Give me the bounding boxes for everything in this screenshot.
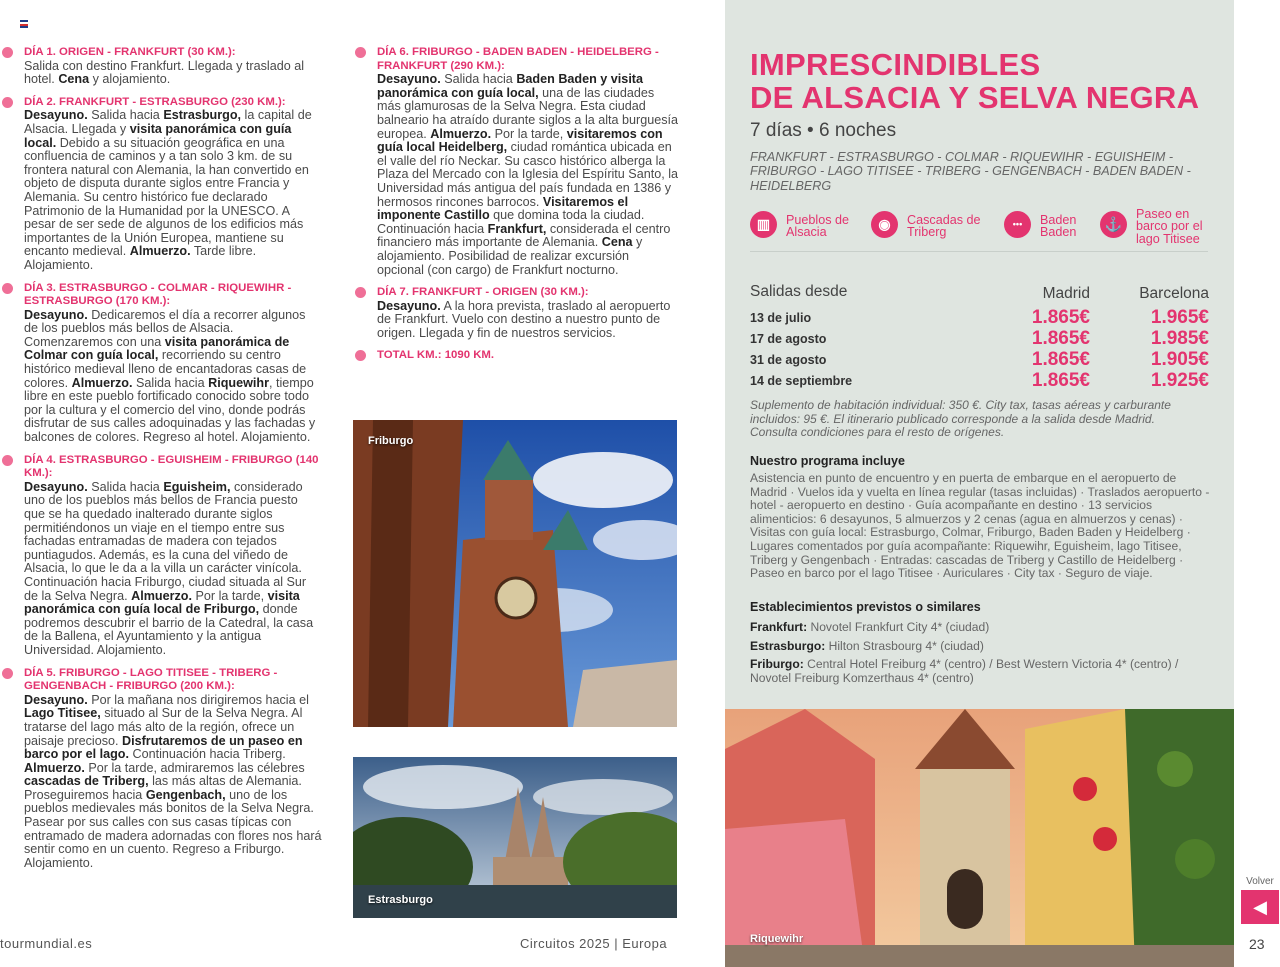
day-text: Almuerzo. (71, 375, 133, 390)
day-text: A la hora prevista, traslado al aeropuerto de Frankfurt. Vuelo con destino a nuestro punto de origen. Llegada y fin de nuestros servicios. (377, 298, 671, 340)
day-text: Riquewihr (208, 375, 269, 390)
program-text: Asistencia en punto de encuentro y en puerta de embarque en el aeropuerto de Madrid · Vuelos ida y vuelta en línea regular (tasas incluidas) · Traslados aeropuerto - hotel - aeropuerto en destino · Guía acompañante en destino · 13 servicios alimenticios: 6 desayunos, 5 almuerzos y 2 cenas (agua en almuerzos y cenas) · Visitas con guía local: Estrasburgo, Colmar, Friburgo, Baden Baden y Heidelberg · Lugares comentados por guía acompañante: Riquewihr, Eguisheim, lago Titisee, Triberg y Gengenbach · Entradas: cascadas de Triberg y Castillo de Heidelberg · Paseo en barco por el lago Titisee · Auriculares · City tax · Seguro de viaje. (750, 471, 1210, 581)
itinerary-day (0, 46, 322, 87)
flag-icon (20, 20, 28, 28)
day-text: Desayuno. (24, 307, 88, 322)
day-text: Por la tarde, (491, 126, 567, 141)
bullet-dot-icon (2, 455, 13, 466)
day-text: Debido a su situación geográfica en una confluencia de caminos y a tan solo 3 km. de su frontera natural con Alemania, la han convertido en objeto de disputa durante siglos entre Francia y Alemania. Su centro histórico fue declarado Patrimonio de la Humanidad por la UNESCO. A pesar de ser sede de algunos de los edificios más importantes de la Unión Europea, mantiene su encanto medieval. (24, 135, 309, 259)
price-header-label: Salidas desde (750, 283, 848, 300)
anchor-icon: ⚓ (1100, 211, 1127, 238)
price-table (750, 283, 1210, 391)
back-control[interactable] (1241, 876, 1279, 924)
itinerary-column-2 (353, 46, 679, 372)
day-text: Por la tarde, (192, 588, 268, 603)
itinerary-day (0, 96, 322, 273)
day-text: las más altas de Alemania. Proseguiremos hacia (24, 774, 302, 802)
day-text: y alojamiento. Posibilidad de realizar excursión opcional (con cargo) de Frankfurt nocturno. (377, 235, 643, 277)
price-col-barcelona: Barcelona (1139, 285, 1209, 302)
day-text: Lago Titisee, (24, 706, 101, 721)
day-text: Almuerzo. (24, 760, 85, 775)
day-text: Disfrutaremos de un paseo en barco por el lago. (24, 733, 303, 762)
day-text: Continuación hacia Triberg. (128, 747, 286, 762)
day-text: Salida hacia (132, 375, 209, 390)
footer-site: tourmundial.es (0, 936, 93, 951)
day-text: , tiempo libre en este pueblo fortificado conocido sobre todo por la cultura y el comercio del vino, donde podrás disfrutar de sus calles adoquinadas y las fachadas y balcones de colores. Regreso al hotel. Alojamiento. (24, 375, 316, 445)
price-date: 31 de agosto (750, 353, 827, 367)
back-button[interactable] (1241, 890, 1279, 924)
day-text: considerada el centro financiero más importante de Alemania. (377, 221, 671, 250)
hotels-title: Establecimientos previstos o similares (750, 600, 981, 614)
bullet-dot-icon (355, 350, 366, 361)
price-note: Suplemento de habitación individual: 350 €. City tax, tasas aéreas y carburante incluidos: 95 €. El itinerario publicado corresponde a la salida desde Madrid. Consulta condiciones para el resto de orígenes. (750, 398, 1171, 440)
day-text: uno de los pueblos medievales más bonitos de la Selva Negra. Pasear por sus calles con sus casas típicas con entramado de madera adornadas con flores nos hará sentir como en un cuento. Regreso a Friburgo. Alojamiento. (24, 787, 322, 870)
day-description (24, 481, 322, 658)
day-text: Eguisheim, (163, 479, 231, 494)
day-text: Desayuno. (377, 72, 441, 87)
day-text: Salida hacia (87, 108, 164, 123)
price-date: 13 de julio (750, 311, 812, 325)
photo-riquewihr (725, 709, 1234, 967)
day-text: donde podremos descubrir el barrio de la Catedral, la casa de la Ballena, el Ayuntamiento y la antigua Universidad. Alojamiento. (24, 602, 314, 657)
bullet-dot-icon (2, 668, 13, 679)
itinerary-day (0, 454, 322, 658)
price-madrid: 1.865€ (1031, 307, 1090, 328)
day-title: DÍA 3. ESTRASBURGO - COLMAR - RIQUEWIHR - ESTRASBURGO (170 KM.): (24, 281, 292, 308)
day-text: recorriendo su centro histórico medieval lleno de encantadoras casas de colores. (24, 348, 307, 390)
itinerary-day (353, 46, 679, 277)
highlights-row (750, 207, 1208, 252)
hotel-names: Hilton Strasbourg 4* (ciudad) (825, 638, 984, 653)
day-text: Tarde libre. Alojamiento. (24, 244, 257, 272)
day-description (24, 109, 322, 272)
bullet-dot-icon (355, 47, 366, 58)
tour-duration: 7 días • 6 noches (750, 120, 897, 141)
itinerary-day (0, 667, 322, 871)
itinerary-day (353, 286, 679, 340)
day-text: Almuerzo. (131, 588, 192, 603)
price-barcelona: 1.965€ (1150, 307, 1209, 328)
bullet-dot-icon (2, 97, 13, 108)
tour-route: FRANKFURT - ESTRASBURGO - COLMAR - RIQUEWIHR - EGUISHEIM - FRIBURGO - LAGO TITISEE - TRIBERG - GENGENBACH - BADEN BADEN - HEIDELBERG (750, 150, 1191, 193)
day-text: Por la mañana nos dirigiremos hacia el (87, 692, 309, 707)
day-description (24, 694, 322, 871)
day-text: Salida hacia (87, 479, 164, 494)
day-text: cascadas de Triberg, (24, 774, 149, 789)
highlight-label: Cascadas de (907, 213, 981, 227)
footer-catalog: Circuitos 2025 | Europa (520, 936, 668, 951)
day-text: Frankfurt, (487, 221, 547, 236)
highlight-label: Paseo en (1136, 207, 1190, 221)
day-description (24, 309, 322, 445)
photo-label-estrasburgo: Estrasburgo (368, 894, 433, 906)
hotel-item (750, 618, 1212, 637)
day-text: Baden Baden y visita panorámica con guía local, (377, 72, 644, 100)
highlight-label: Alsacia (786, 225, 827, 240)
building-icon: ▥ (750, 211, 777, 238)
day-text: Almuerzo. (430, 126, 492, 141)
day-text: Estrasburgo, (163, 108, 242, 123)
day-text: Dedicaremos el día a recorrer algunos de los pueblos más bellos de Alsacia. Comenzaremos con una (24, 307, 306, 349)
bullet-dot-icon (355, 287, 366, 298)
hotels-list (750, 618, 1212, 685)
tour-title (750, 48, 1220, 114)
price-madrid: 1.865€ (1031, 328, 1090, 349)
hotel-names: Novotel Frankfurt City 4* (ciudad) (807, 620, 990, 634)
price-row (750, 328, 1210, 349)
day-text: Desayuno. (24, 479, 88, 494)
price-row (750, 349, 1210, 370)
price-madrid: 1.865€ (1031, 349, 1090, 370)
price-date: 17 de agosto (750, 332, 827, 346)
highlight-label: Triberg (907, 225, 947, 240)
day-text: una de las ciudades más glamurosas de la Selva Negra. Esta ciudad balneario ha atraído durante siglos a la alta burguesía europea. (377, 85, 679, 141)
price-barcelona: 1.985€ (1150, 328, 1209, 349)
day-title: DÍA 7. FRANKFURT - ORIGEN (30 KM.): (377, 286, 589, 299)
bullet-dot-icon (2, 47, 13, 58)
day-text: Visitaremos el imponente Castillo (377, 194, 629, 223)
highlight-label: Baden (1040, 225, 1077, 240)
highlight-label: Pueblos de (786, 213, 850, 227)
price-date: 14 de septiembre (750, 374, 853, 388)
hotel-item (750, 637, 1212, 656)
day-text: Almuerzo. (129, 244, 191, 259)
day-title: DÍA 5. FRIBURGO - LAGO TITISEE - TRIBERG - GENGENBACH - FRIBURGO (200 KM.): (24, 666, 278, 693)
day-text: que domina toda la ciudad. Continuación hacia (377, 208, 645, 236)
highlight-label: barco por el (1136, 219, 1203, 234)
day-text: situado al Sur de la Selva Negra. Al tratarse del lago más alto de la región, ofrece un paisaje precioso. (24, 706, 303, 748)
day-text: ciudad romántica ubicada en el valle del río Neckar. Su casco histórico alberga la Plaza del Mercado con la Iglesia del Espíritu Santo, la Universidad más antigua del país fundada en 1386 y hermosos rincones barrocos. (377, 140, 679, 209)
day-text: Gengenbach, (145, 787, 226, 802)
day-title: DÍA 2. FRANKFURT - ESTRASBURGO (230 KM.): (24, 95, 286, 108)
price-header (750, 283, 1210, 307)
day-text: considerado uno de los pueblos más bellos de Francia puesto que se ha quedado inalterado durante siglos permitiéndonos un viaje en el tiempo entre sus fachadas entramadas de madera con tejados puntiagudos. Además, es la cuna del viñedo de Alsacia, lo que le da a la villa un carácter vinícola. Continuación hacia Friburgo, ciudad situada al Sur de la Selva Negra. (24, 479, 307, 603)
page-number: 23 (1249, 936, 1265, 952)
price-barcelona: 1.925€ (1150, 370, 1209, 391)
day-description (24, 60, 322, 87)
highlight-label: Baden (1040, 213, 1077, 227)
day-text: Desayuno. (377, 298, 441, 313)
price-row (750, 307, 1210, 328)
highlight-label: lago Titisee (1136, 231, 1200, 246)
day-text: Por la tarde, admiraremos las célebres (84, 760, 305, 775)
day-text: la capital de Alsacia. Llegada y (24, 108, 312, 136)
hotel-city: Friburgo: (750, 657, 804, 671)
day-text: Salida con destino Frankfurt. Llegada y traslado al hotel. (24, 58, 305, 87)
day-text: visita panorámica de Colmar con guía local, (24, 334, 290, 363)
day-text: y alojamiento. (89, 72, 171, 87)
day-text: Desayuno. (24, 692, 88, 707)
tour-title-line2: DE ALSACIA Y SELVA NEGRA (750, 80, 1200, 115)
day-text: visitaremos con guía local Heidelberg, (377, 126, 663, 155)
arrow-left-icon: ◀ (1253, 896, 1267, 917)
day-description (377, 73, 679, 277)
day-text: Cena (601, 235, 633, 250)
itinerary-day (353, 349, 679, 363)
hotel-city: Frankfurt: (750, 620, 808, 634)
day-title: DÍA 1. ORIGEN - FRANKFURT (30 KM.): (24, 46, 236, 58)
program-title: Nuestro programa incluye (750, 454, 905, 468)
hotel-names: Central Hotel Freiburg 4* (centro) / Best Western Victoria 4* (centro) / Novotel Freiburg Komzerthaus 4* (centro) (750, 657, 1179, 685)
day-text: Salida hacia (440, 72, 517, 87)
hotel-city: Estrasburgo: (750, 638, 826, 653)
itinerary-day (0, 282, 322, 445)
bullet-dot-icon (2, 283, 13, 294)
photo-label-riquewihr: Riquewihr (750, 933, 804, 945)
day-text: visita panorámica con guía local de Friburgo, (24, 588, 300, 617)
day-text: visita panorámica con guía local. (24, 121, 292, 150)
speech-bubble-icon: ••• (1004, 211, 1031, 238)
day-title: DÍA 4. ESTRASBURGO - EGUISHEIM - FRIBURGO (140 KM.): (24, 453, 319, 480)
day-description (377, 300, 679, 341)
back-label: Volver (1246, 876, 1274, 887)
hotel-item (750, 658, 1212, 685)
photo-friburgo (353, 420, 677, 727)
price-col-madrid: Madrid (1042, 285, 1090, 302)
photo-estrasburgo (353, 757, 677, 918)
day-text: Desayuno. (24, 108, 88, 123)
price-row (750, 370, 1210, 391)
camera-icon: ◉ (871, 211, 898, 238)
price-barcelona: 1.905€ (1150, 349, 1209, 370)
itinerary-column-1 (0, 46, 322, 879)
day-text: Cena (58, 72, 90, 87)
price-madrid: 1.865€ (1031, 370, 1090, 391)
tour-title-line1: IMPRESCINDIBLES (750, 47, 1041, 82)
day-title: DÍA 6. FRIBURGO - BADEN BADEN - HEIDELBERG - FRANKFURT (290 KM.): (377, 46, 659, 72)
photo-label-friburgo: Friburgo (368, 435, 414, 447)
day-title: TOTAL KM.: 1090 KM. (377, 349, 495, 362)
